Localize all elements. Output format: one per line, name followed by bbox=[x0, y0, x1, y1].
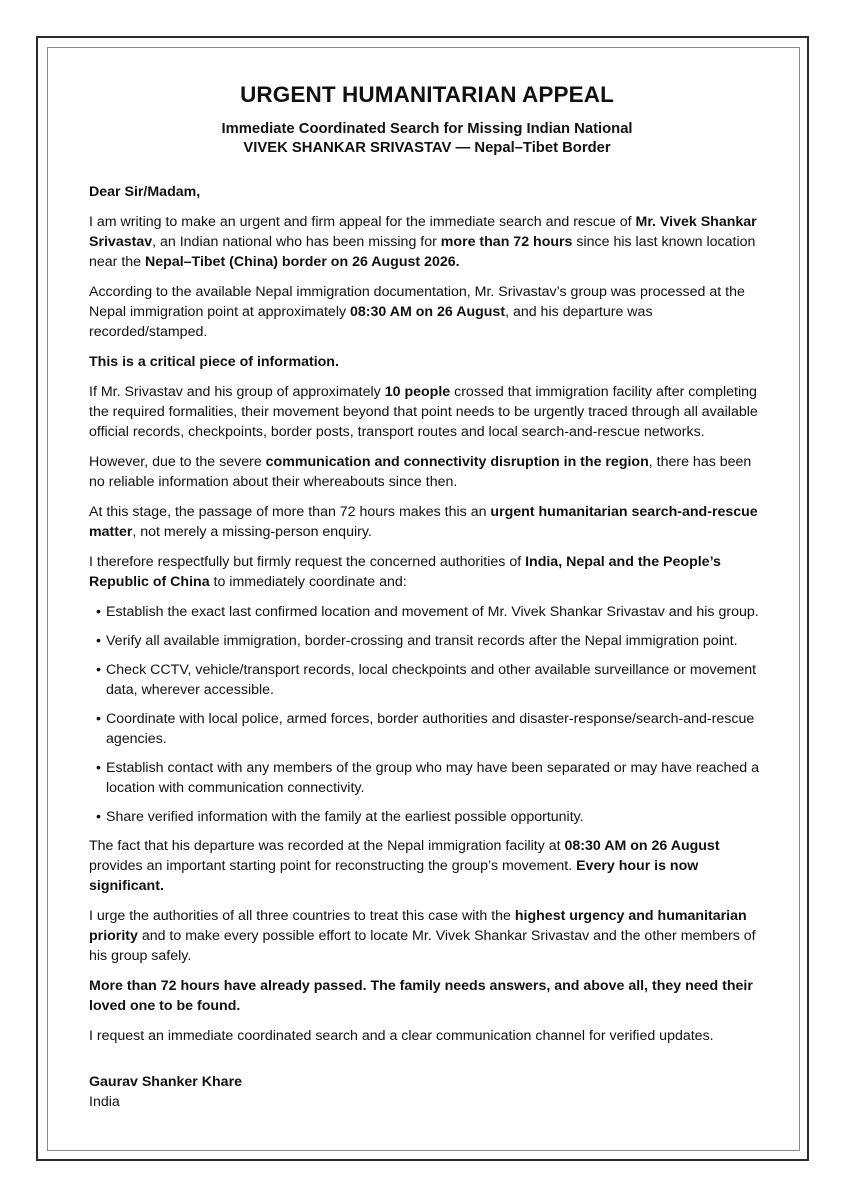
list-item: • Establish the exact last confirmed location and movement of Mr. Vivek Shankar Srivastav and his group. bbox=[89, 602, 765, 622]
signature-place: India bbox=[89, 1094, 120, 1110]
list-item: • Verify all available immigration, border-crossing and transit records after the Nepal immigration point. bbox=[89, 631, 765, 651]
request-list bbox=[89, 602, 765, 827]
paragraph-2: According to the available Nepal immigration documentation, Mr. Srivastav’s group was processed at the Nepal immigration point at approximately 08:30 AM on 26 August, and his departure was recorded/stamped. bbox=[89, 284, 745, 340]
paragraph-8: The fact that his departure was recorded at the Nepal immigration facility at 08:30 AM on 26 August provides an important starting point for reconstructing the group’s movement. Every hour is now significant. bbox=[89, 838, 720, 894]
paragraph-4: If Mr. Srivastav and his group of approximately 10 people crossed that immigration facility after completing the required formalities, their movement beyond that point needs to be urgently traced through all available official records, checkpoints, border posts, transport routes and local search-and-rescue networks. bbox=[89, 384, 758, 440]
list-item: • Check CCTV, vehicle/transport records, local checkpoints and other available surveillance or movement data, wherever accessible. bbox=[89, 660, 765, 700]
subtitle-line-1: Immediate Coordinated Search for Missing Indian National bbox=[221, 121, 633, 137]
paragraph-10: More than 72 hours have already passed. The family needs answers, and above all, they need their loved one to be found. bbox=[89, 978, 753, 1014]
list-item: • Share verified information with the family at the earliest possible opportunity. bbox=[89, 807, 765, 827]
letter-body bbox=[89, 80, 765, 1112]
paragraph-9: I urge the authorities of all three countries to treat this case with the highest urgency and humanitarian priority and to make every possible effort to locate Mr. Vivek Shankar Srivastav and the other members of his group safely. bbox=[89, 908, 756, 964]
paragraph-1: I am writing to make an urgent and firm appeal for the immediate search and rescue of Mr. Vivek Shankar Srivastav, an Indian national who has been missing for more than 72 hours since his last known location near the Nepal–Tibet (China) border on 26 August 2026. bbox=[89, 214, 757, 270]
signature-name: Gaurav Shanker Khare bbox=[89, 1074, 242, 1090]
paragraph-5: However, due to the severe communication and connectivity disruption in the region, there has been no reliable information about their whereabouts since then. bbox=[89, 454, 752, 490]
letter-title: URGENT HUMANITARIAN APPEAL bbox=[240, 82, 614, 107]
list-item: • Establish contact with any members of the group who may have been separated or may have reached a location with communication connectivity. bbox=[89, 758, 765, 798]
letter-subtitle bbox=[89, 120, 765, 158]
paragraph-11: I request an immediate coordinated search and a clear communication channel for verified updates. bbox=[89, 1028, 714, 1044]
list-item: • Coordinate with local police, armed forces, border authorities and disaster-response/search-and-rescue agencies. bbox=[89, 709, 765, 749]
paragraph-7: I therefore respectfully but firmly request the concerned authorities of India, Nepal and the People’s Republic of China to immediately coordinate and: bbox=[89, 554, 721, 590]
salutation: Dear Sir/Madam, bbox=[89, 184, 201, 200]
paragraph-6: At this stage, the passage of more than 72 hours makes this an urgent humanitarian search-and-rescue matter, not merely a missing-person enquiry. bbox=[89, 504, 758, 540]
subtitle-line-2: VIVEK SHANKAR SRIVASTAV — Nepal–Tibet Border bbox=[243, 140, 611, 156]
paragraph-3: This is a critical piece of information. bbox=[89, 354, 339, 370]
